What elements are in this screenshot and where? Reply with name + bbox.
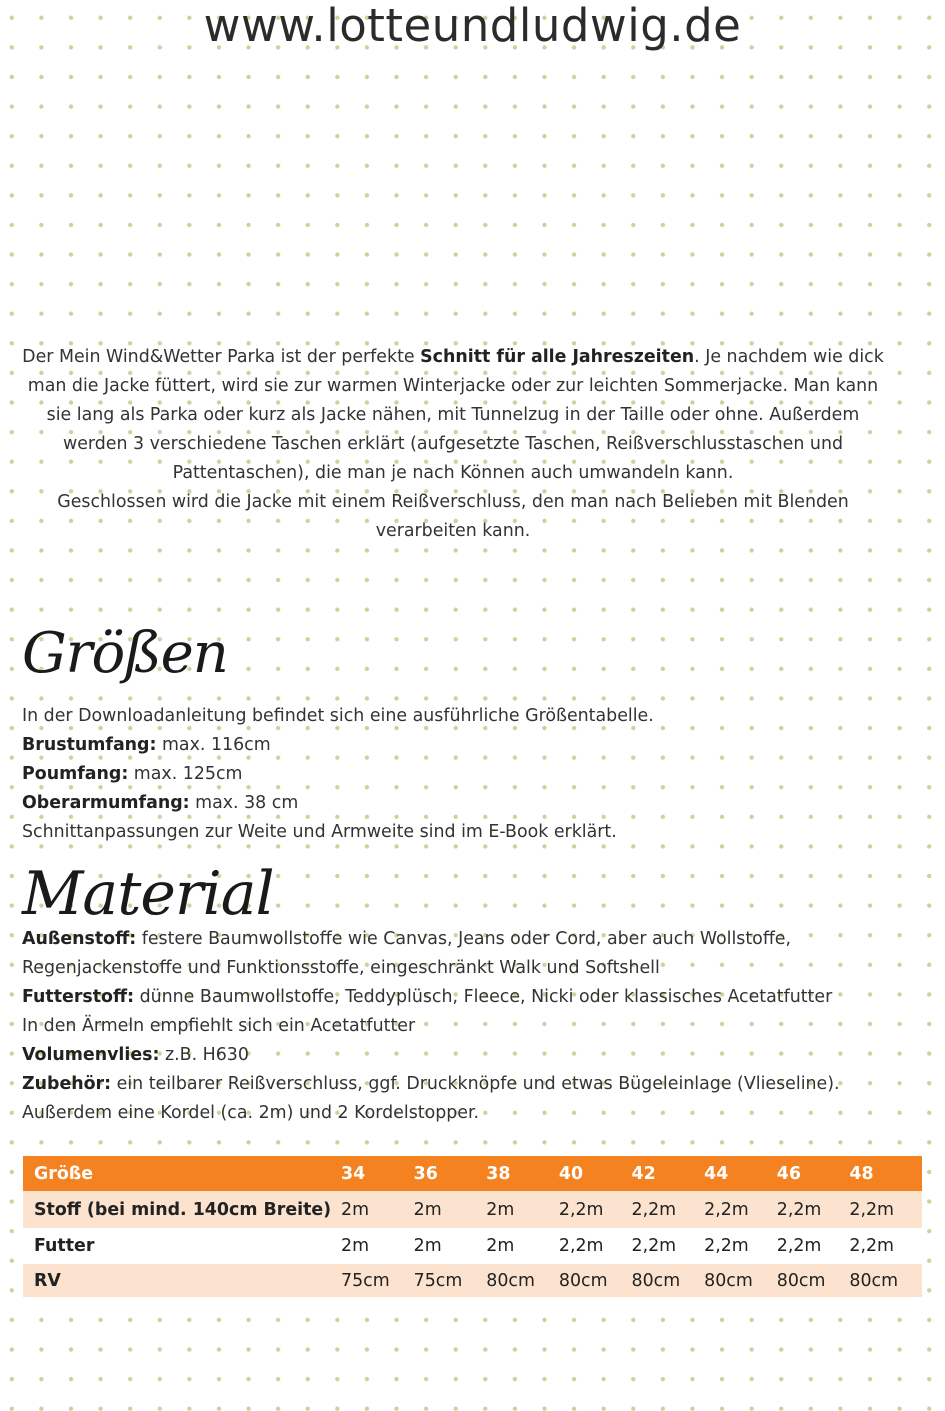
table-row-label: Stoff (bei mind. 140cm Breite) — [23, 1191, 341, 1228]
sizes-section — [22, 702, 922, 847]
intro-paragraph-1: Der Mein Wind&Wetter Parka ist der perfekte Schnitt für alle Jahreszeiten. Je nachdem wie dick man die Jacke füttert, wird sie zur warmen Winterjacke oder zur leichten Sommerjacke. Man kann sie lang als Parka oder kurz als Jacke nähen, mit Tunnelzug in der Taille oder ohne. Außerdem werden 3 verschiedene Taschen erklärt (aufgesetzte Taschen, Reißverschlusstaschen und Pattentaschen), die man je nach Können auch umwandeln kann. — [22, 347, 884, 483]
table-cell: 80cm — [704, 1264, 777, 1297]
material-section — [22, 925, 922, 1128]
table-cell: 2m — [414, 1228, 487, 1264]
table-cell: 2m — [486, 1191, 559, 1228]
table-cell: 2,2m — [849, 1228, 922, 1264]
table-cell: 80cm — [486, 1264, 559, 1297]
table-row-label: Futter — [23, 1228, 341, 1264]
material-heading: Material — [22, 859, 274, 929]
table-header-cell: 48 — [849, 1156, 922, 1191]
table-cell: 2,2m — [559, 1191, 632, 1228]
material-lining: Futterstoff: dünne Baumwollstoffe, Teddyplüsch, Fleece, Nicki oder klassisches Acetatfutter — [22, 987, 833, 1007]
table-header-cell: 36 — [414, 1156, 487, 1191]
table-cell: 2,2m — [559, 1228, 632, 1264]
table-row-label: RV — [23, 1264, 341, 1297]
table-cell: 2,2m — [849, 1191, 922, 1228]
table-header-cell: 44 — [704, 1156, 777, 1191]
intro-text — [18, 343, 888, 546]
intro-paragraph-2: Geschlossen wird die Jacke mit einem Reißverschluss, den man nach Belieben mit Blenden verarbeiten kann. — [57, 492, 849, 541]
table-row — [23, 1228, 922, 1264]
table-cell: 75cm — [341, 1264, 414, 1297]
table-cell: 2,2m — [632, 1228, 705, 1264]
table-header-row — [23, 1156, 922, 1191]
site-url: www.lotteundludwig.de — [203, 0, 742, 52]
intro-highlight: Schnitt für alle Jahreszeiten — [420, 347, 695, 367]
table-cell: 2,2m — [777, 1228, 850, 1264]
table-cell: 2m — [414, 1191, 487, 1228]
size-item-hip: Poumfang: max. 125cm — [22, 764, 243, 784]
table-cell: 2,2m — [704, 1228, 777, 1264]
table-cell: 80cm — [559, 1264, 632, 1297]
material-fleece: Volumenvlies: z.B. H630 — [22, 1045, 249, 1065]
material-accessories: Zubehör: ein teilbarer Reißverschluss, ggf. Druckknöpfe und etwas Bügeleinlage (Vlieseline). Außerdem eine Kordel (ca. 2m) und 2 Kordelstopper. — [22, 1074, 840, 1123]
table-cell: 2m — [486, 1228, 559, 1264]
table-row — [23, 1191, 922, 1228]
size-item-upper-arm: Oberarmumfang: max. 38 cm — [22, 793, 299, 813]
table-cell: 2,2m — [632, 1191, 705, 1228]
table-cell: 2,2m — [777, 1191, 850, 1228]
table-cell: 80cm — [777, 1264, 850, 1297]
table-cell: 2m — [341, 1191, 414, 1228]
table-header-cell: 46 — [777, 1156, 850, 1191]
table-cell: 80cm — [632, 1264, 705, 1297]
sizes-heading: Größen — [22, 621, 228, 686]
table-cell: 2,2m — [704, 1191, 777, 1228]
table-row — [23, 1264, 922, 1297]
table-header-cell: 42 — [632, 1156, 705, 1191]
table-header-cell: 40 — [559, 1156, 632, 1191]
table-cell: 75cm — [414, 1264, 487, 1297]
fabric-requirements-table — [23, 1156, 922, 1297]
table-header-cell: 38 — [486, 1156, 559, 1191]
material-lining-note: In den Ärmeln empfiehlt sich ein Acetatfutter — [22, 1016, 416, 1036]
material-outer: Außenstoff: festere Baumwollstoffe wie Canvas, Jeans oder Cord, aber auch Wollstoffe, Regenjackenstoffe und Funktionsstoffe, eingeschränkt Walk und Softshell — [22, 929, 792, 978]
sizes-intro: In der Downloadanleitung befindet sich eine ausführliche Größentabelle. — [22, 706, 654, 726]
table-cell: 2m — [341, 1228, 414, 1264]
size-item-bust: Brustumfang: max. 116cm — [22, 735, 271, 755]
table-header-cell: 34 — [341, 1156, 414, 1191]
sizes-note: Schnittanpassungen zur Weite und Armweite sind im E-Book erklärt. — [22, 822, 617, 842]
table-cell: 80cm — [849, 1264, 922, 1297]
table-header-cell: Größe — [23, 1156, 341, 1191]
